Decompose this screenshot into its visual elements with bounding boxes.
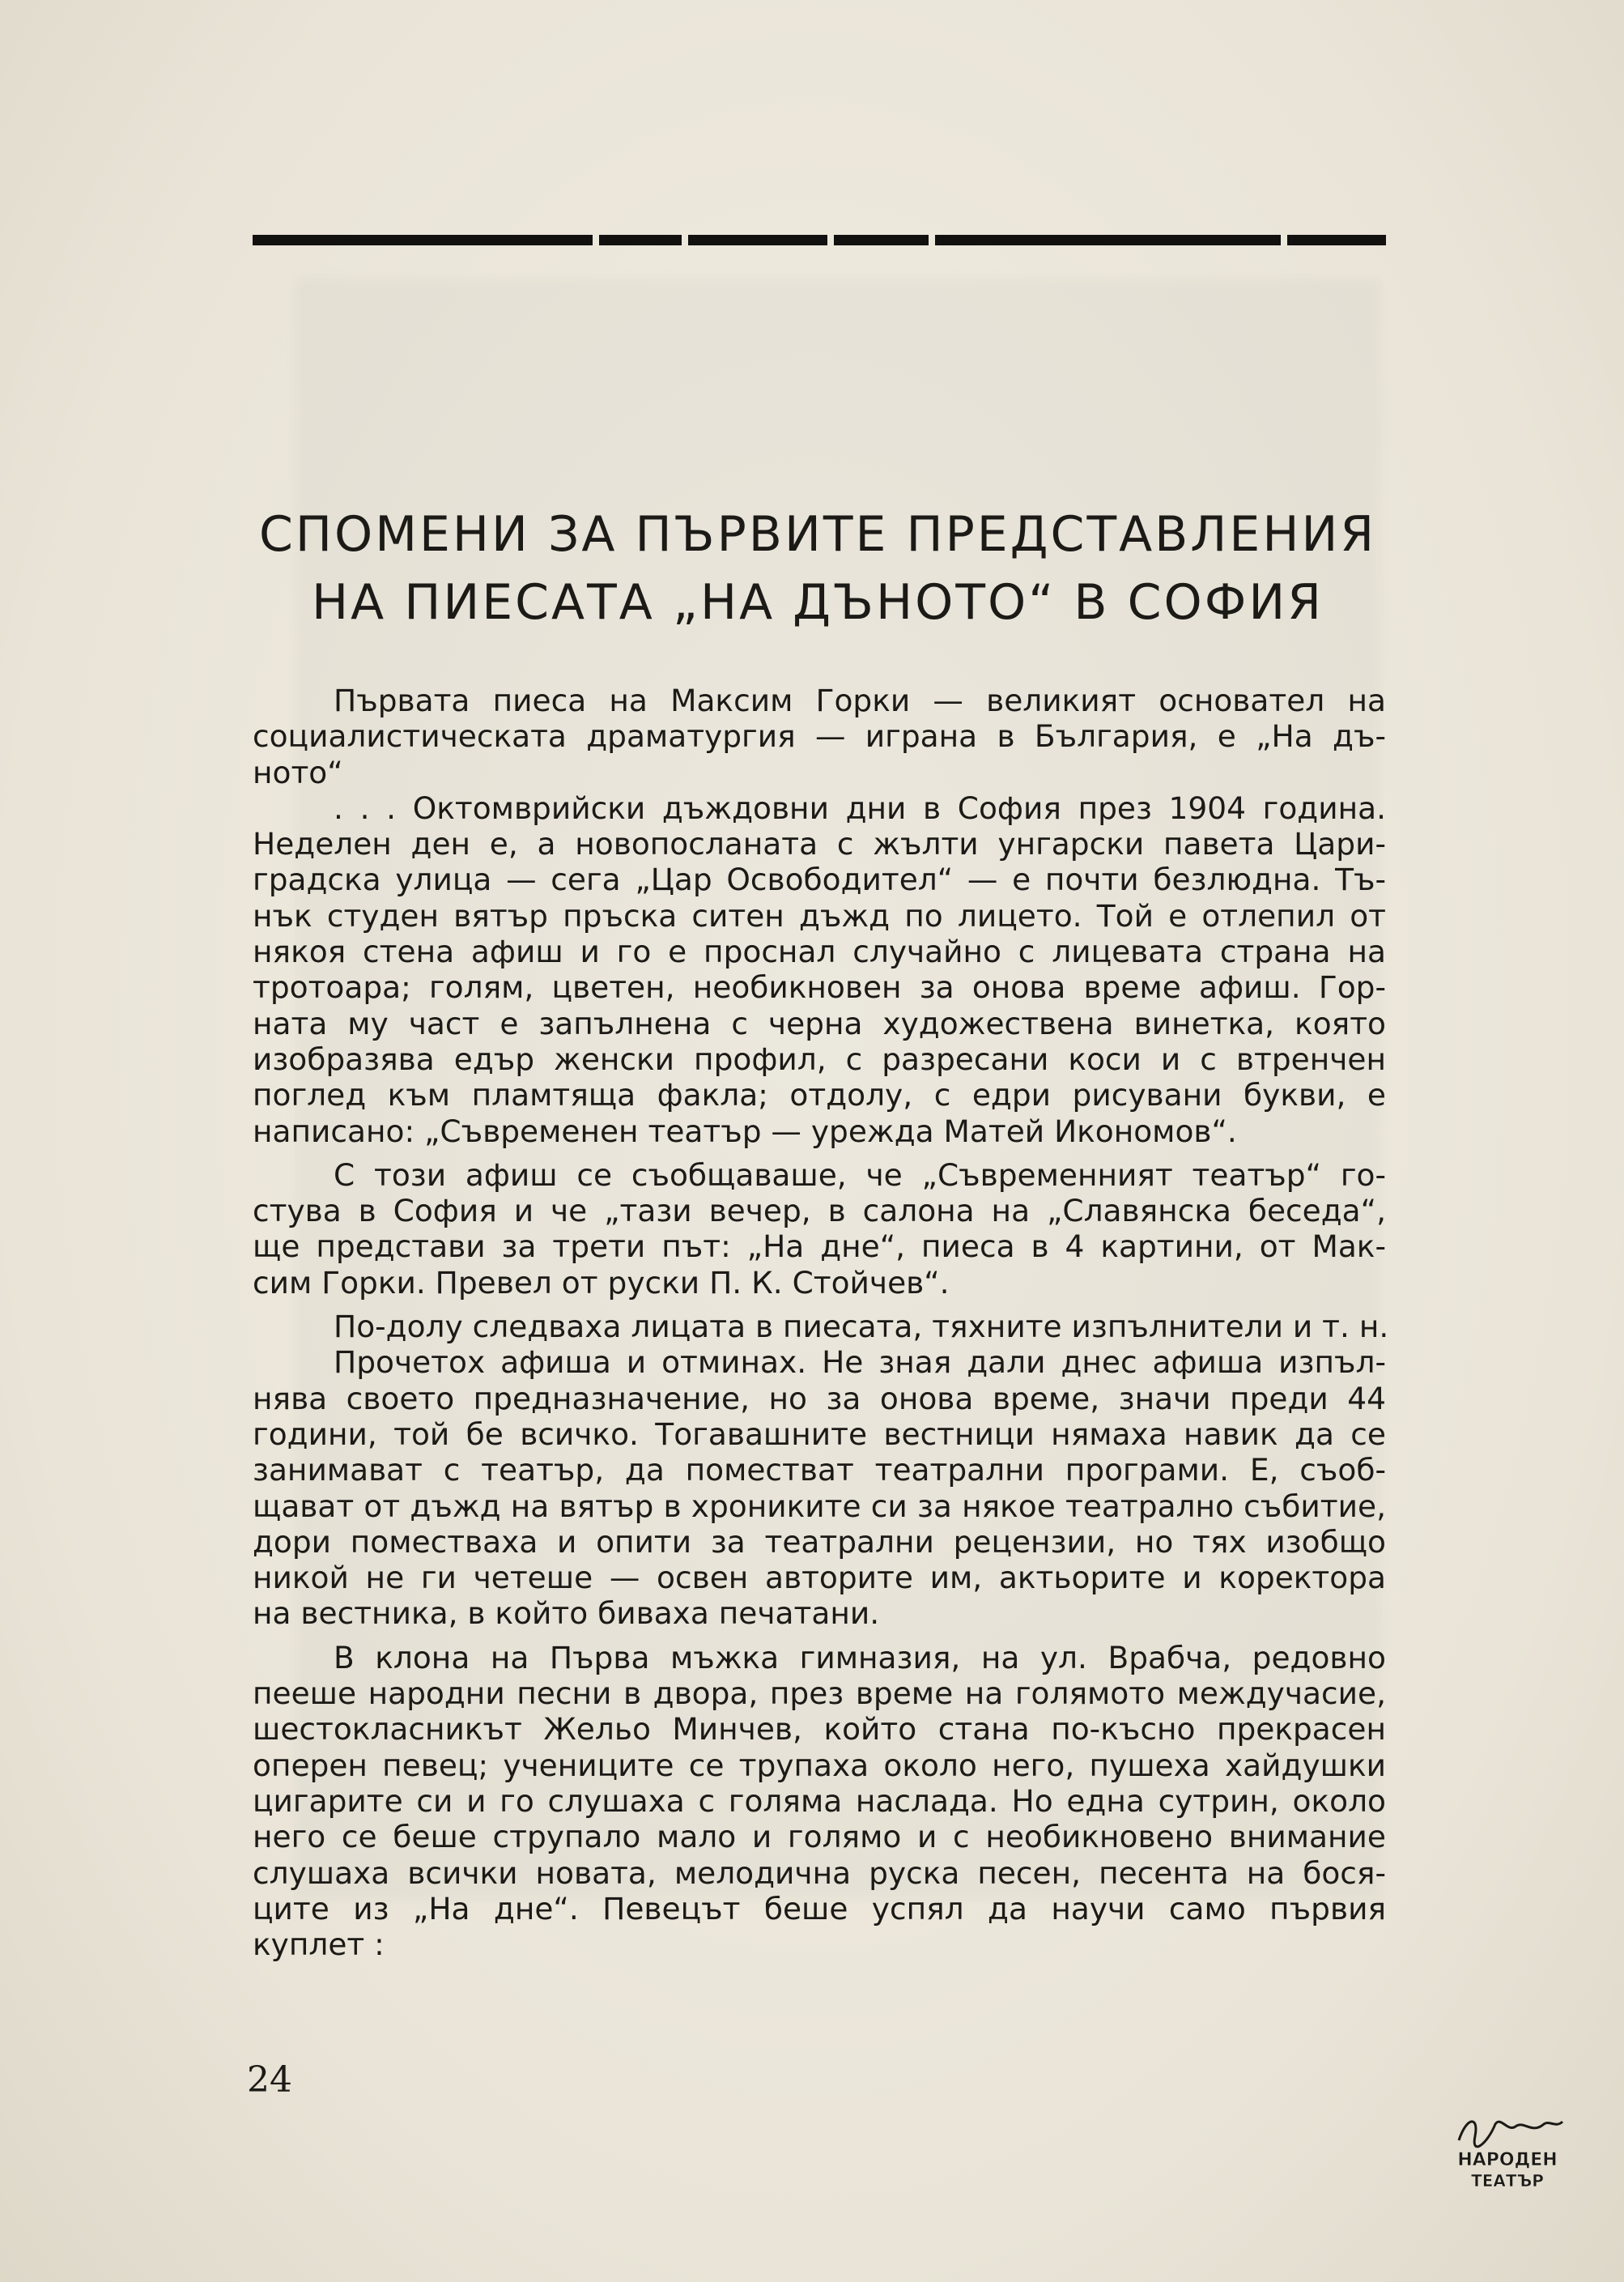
text-line: ще представи за трети път: „На дне“, пиеса в 4 картини, от Мак- [253,1228,1386,1265]
stamp-line-2: ТЕАТЪР [1471,2171,1544,2190]
text-line: написано: „Съвременен театър — урежда Матей Икономов“. [253,1113,1237,1149]
text-line: години, той бе всичко. Тогавашните вестници нямаха навик да се [253,1416,1386,1452]
text-line: нък студен вятър пръска ситен дъжд по лицето. Той е отлепил от [253,897,1386,934]
text-line: занимават с театър, да поместват театрални програми. Е, съоб- [253,1452,1386,1488]
stamp-line-1: НАРОДЕН [1457,2150,1558,2170]
text-line: С този афиш се съобщаваше, че „Съвременният театър“ го- [334,1156,1386,1193]
text-line: тротоара; голям, цветен, необикновен за онова време афиш. Гор- [253,969,1386,1006]
page-number: 24 [247,2059,292,2101]
text-line: него се беше струпало мало и голямо и с необикновено внимание [253,1819,1386,1855]
text-line: куплет : [253,1927,385,1963]
text-line: дори поместваха и опити за театрални рецензии, но тях изобщо [253,1523,1386,1560]
text-line: ците из „На дне“. Певецът беше успял да научи само първия [253,1890,1386,1927]
text-line: шестокласникът Жельо Минчев, който стана по-късно прекрасен [253,1711,1386,1748]
text-line: По-долу следваха лицата в пиесата, тяхните изпълнители и т. н. [334,1309,1389,1345]
text-line: В клона на Първа мъжка гимназия, на ул. Врабча, редовно [334,1639,1386,1675]
text-line: на вестника, в който биваха печатани. [253,1595,880,1632]
text-line: щават от дъжд на вятър в хрониките си за някое театрално събитие, [253,1488,1386,1524]
article-body [253,683,1389,1963]
text-line: сим Горки. Превел от руски П. К. Стойчев“. [253,1264,950,1301]
national-theatre-stamp [1443,2112,1572,2193]
text-line: никой не ги четеше — освен авторите им, актьорите и коректора [253,1560,1386,1596]
text-line: Неделен ден е, а новопосланата с жълти унгарски павета Цари- [253,826,1386,862]
text-line: градска улица — сега „Цар Освободител“ — е почти безлюдна. Тъ- [253,862,1386,898]
text-line: ната му част е запълнена с черна художествена винетка, която [253,1005,1386,1041]
page-title [243,500,1392,636]
text-line: социалистическата драматургия — играна в България, е „На дъ- [253,718,1386,755]
text-line: слушаха всички новата, мелодична руска песен, песента на бося- [253,1854,1386,1891]
text-line: . . . Октомврийски дъждовни дни в София през 1904 година. [334,790,1386,826]
text-line: цигарите си и го слушаха с голяма наслада. Но една сутрин, около [253,1782,1386,1819]
text-line: стува в София и че „тази вечер, в салона на „Славянска беседа“, [253,1193,1386,1229]
signature-mark [1459,2122,1562,2147]
text-line: Прочетох афиша и отминах. Не зная дали днес афиша изпъл- [334,1344,1386,1381]
text-line: изобразява едър женски профил, с разресани коси и с втренчен [253,1041,1386,1077]
text-line: ното“ [253,754,343,790]
text-line: пееше народни песни в двора, през време на голямото междучасие, [253,1675,1386,1712]
text-line: някоя стена афиш и го е проснал случайно с лицевата страна на [253,934,1386,970]
title-line-2: НА ПИЕСАТА „НА ДЪНОТО“ В СОФИЯ [312,574,1324,631]
text-line: Първата пиеса на Максим Горки — великият основател на [334,683,1386,718]
text-line: оперен певец; учениците се трупаха около него, пушеха хайдушки [253,1747,1386,1783]
title-line-1: СПОМЕНИ ЗА ПЪРВИТЕ ПРЕДСТАВЛЕНИЯ [258,506,1377,563]
text-line: поглед към пламтяща факла; отдолу, с едри рисувани букви, е [253,1077,1386,1113]
top-rule [253,235,1386,245]
text-line: нява своето предназначение, но за онова време, значи преди 44 [253,1380,1386,1416]
